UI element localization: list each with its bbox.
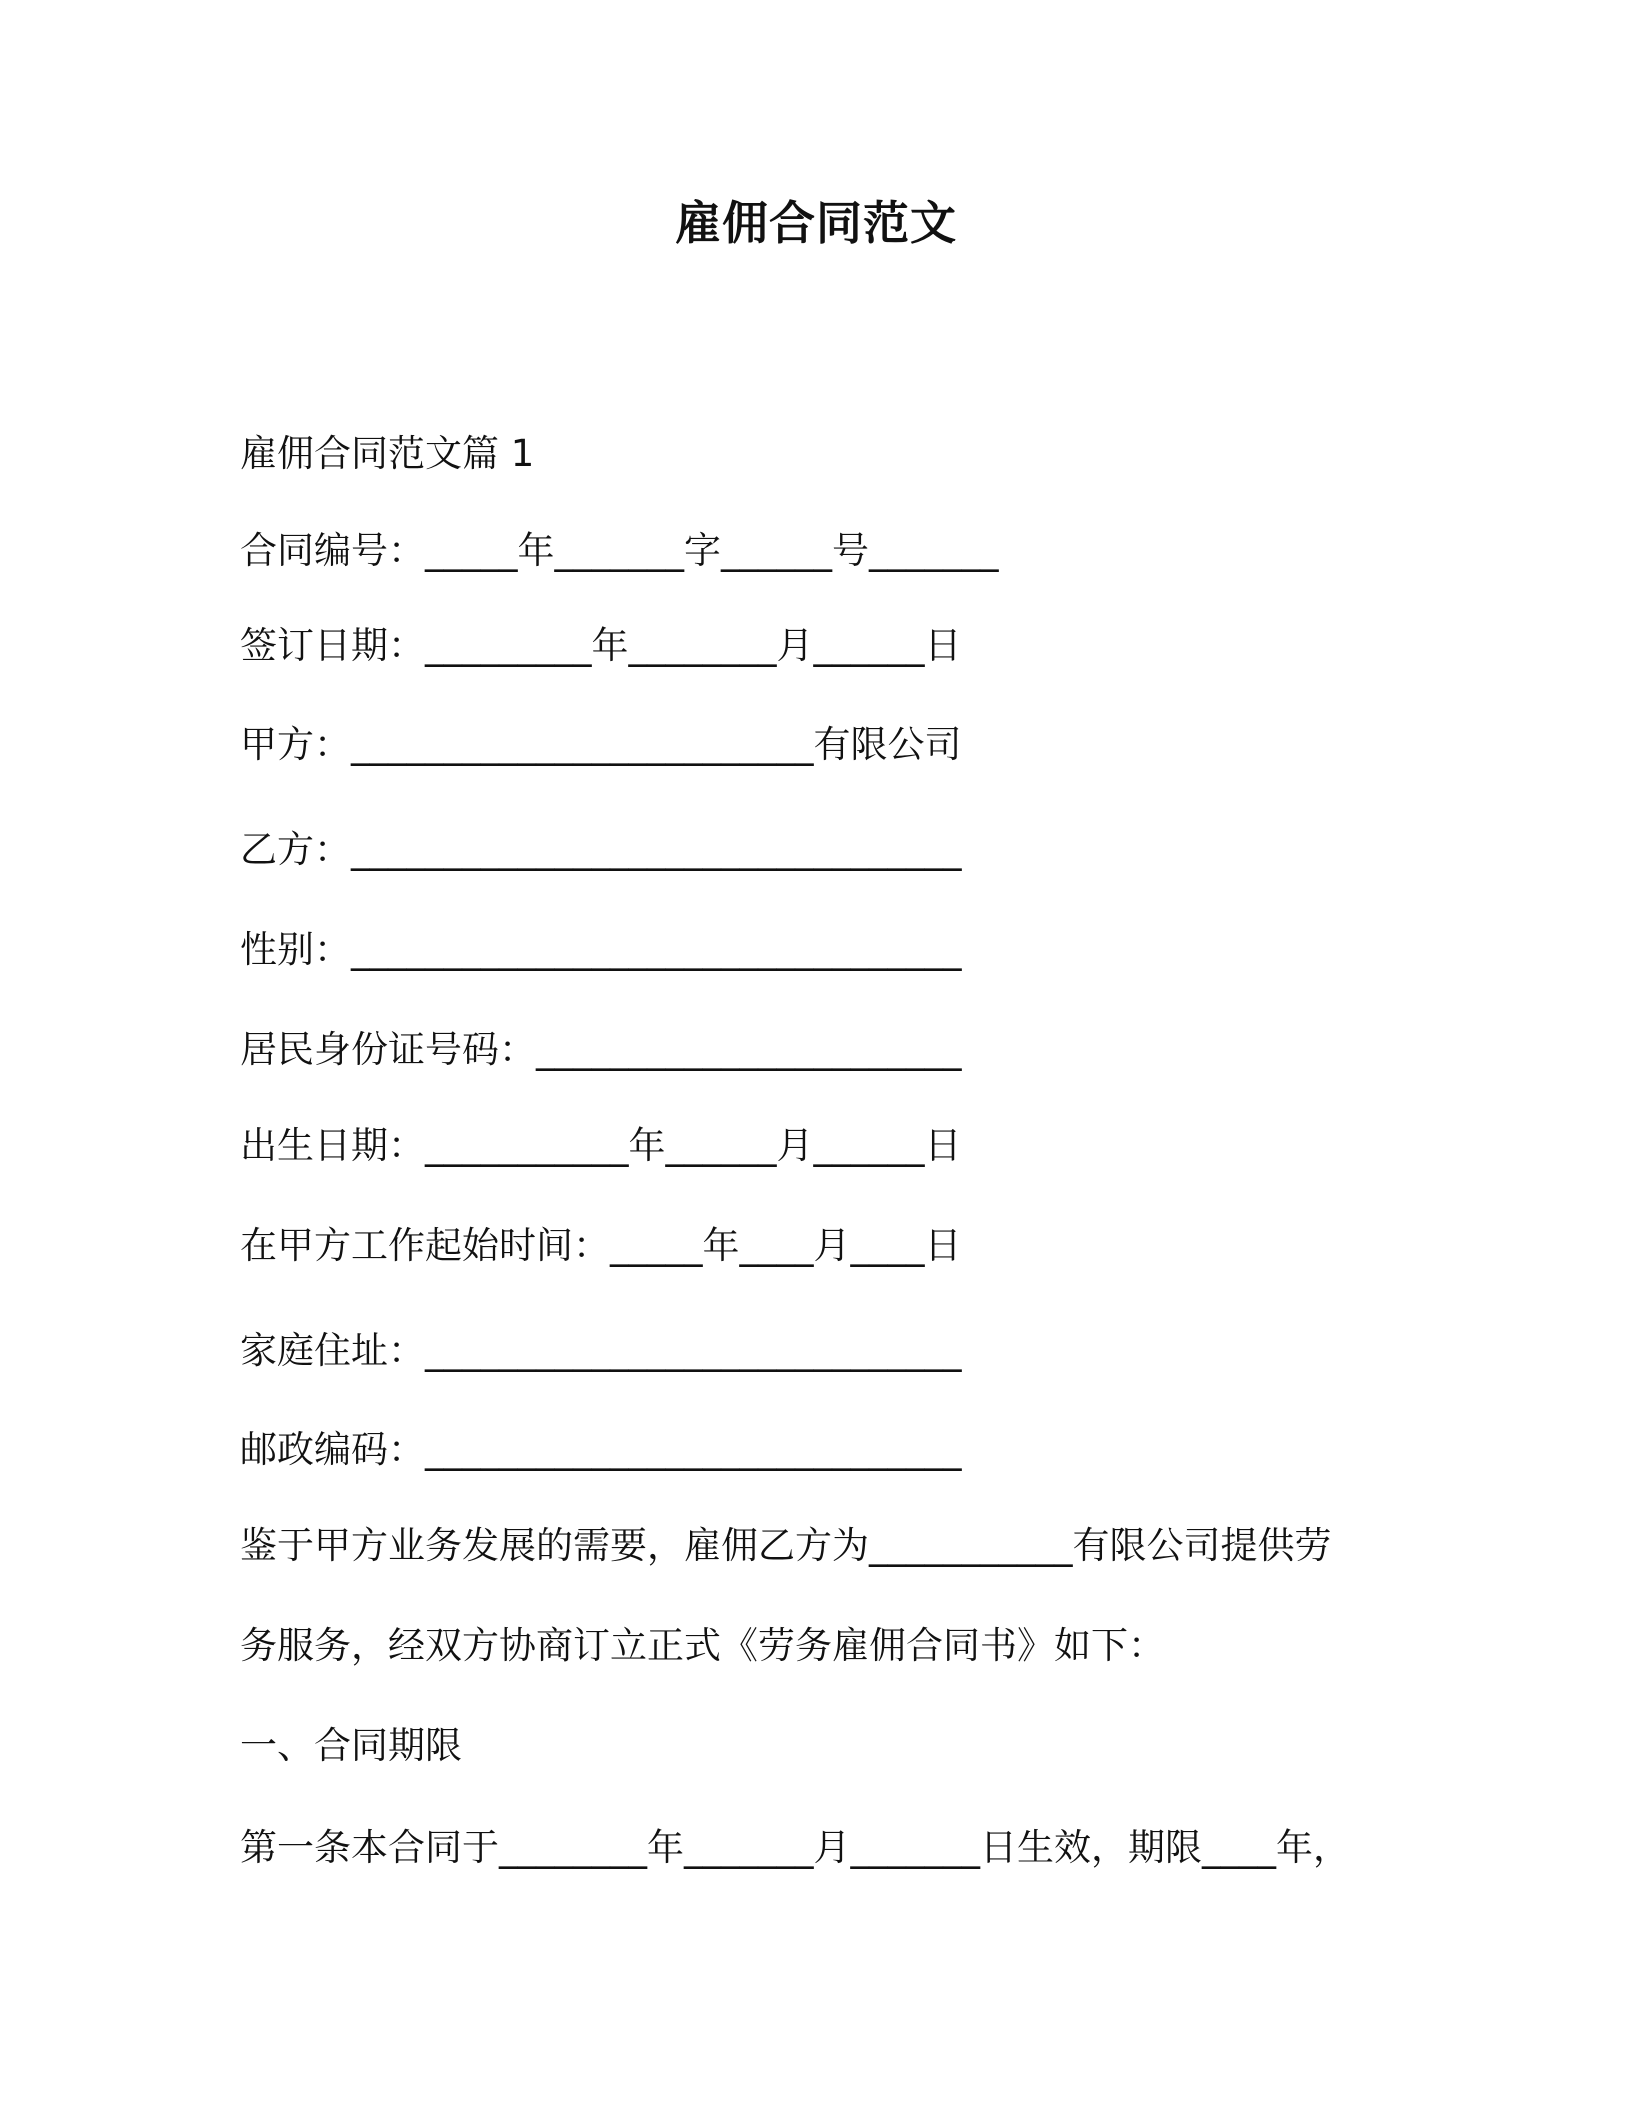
start-date-field: 在甲方工作起始时间：_____年____月____日 [240,1224,962,1267]
signing-date-field: 签订日期：_________年________月______日 [240,624,962,667]
home-address-field: 家庭住址：_____________________________ [240,1329,962,1372]
party-a-field: 甲方：_________________________有限公司 [240,723,962,766]
clause-heading: 一、合同期限 [240,1724,462,1767]
preamble-line-1: 鉴于甲方业务发展的需要，雇佣乙方为___________有限公司提供劳 [240,1524,1332,1567]
preamble-line-2: 务服务，经双方协商订立正式《劳务雇佣合同书》如下： [240,1624,1165,1667]
party-b-field: 乙方：_________________________________ [240,828,962,871]
birth-date-field: 出生日期：___________年______月______日 [240,1124,962,1167]
section-heading: 雇佣合同范文篇 1 [240,432,535,475]
contract-number-field: 合同编号：_____年_______字______号_______ [240,529,999,572]
document-title: 雇佣合同范文 [675,196,957,250]
gender-field: 性别：_________________________________ [240,928,962,971]
postal-code-field: 邮政编码：_____________________________ [240,1428,962,1471]
id-number-field: 居民身份证号码：_______________________ [240,1028,962,1071]
clause-1-text: 第一条本合同于________年_______月_______日生效，期限____年， [240,1826,1350,1869]
